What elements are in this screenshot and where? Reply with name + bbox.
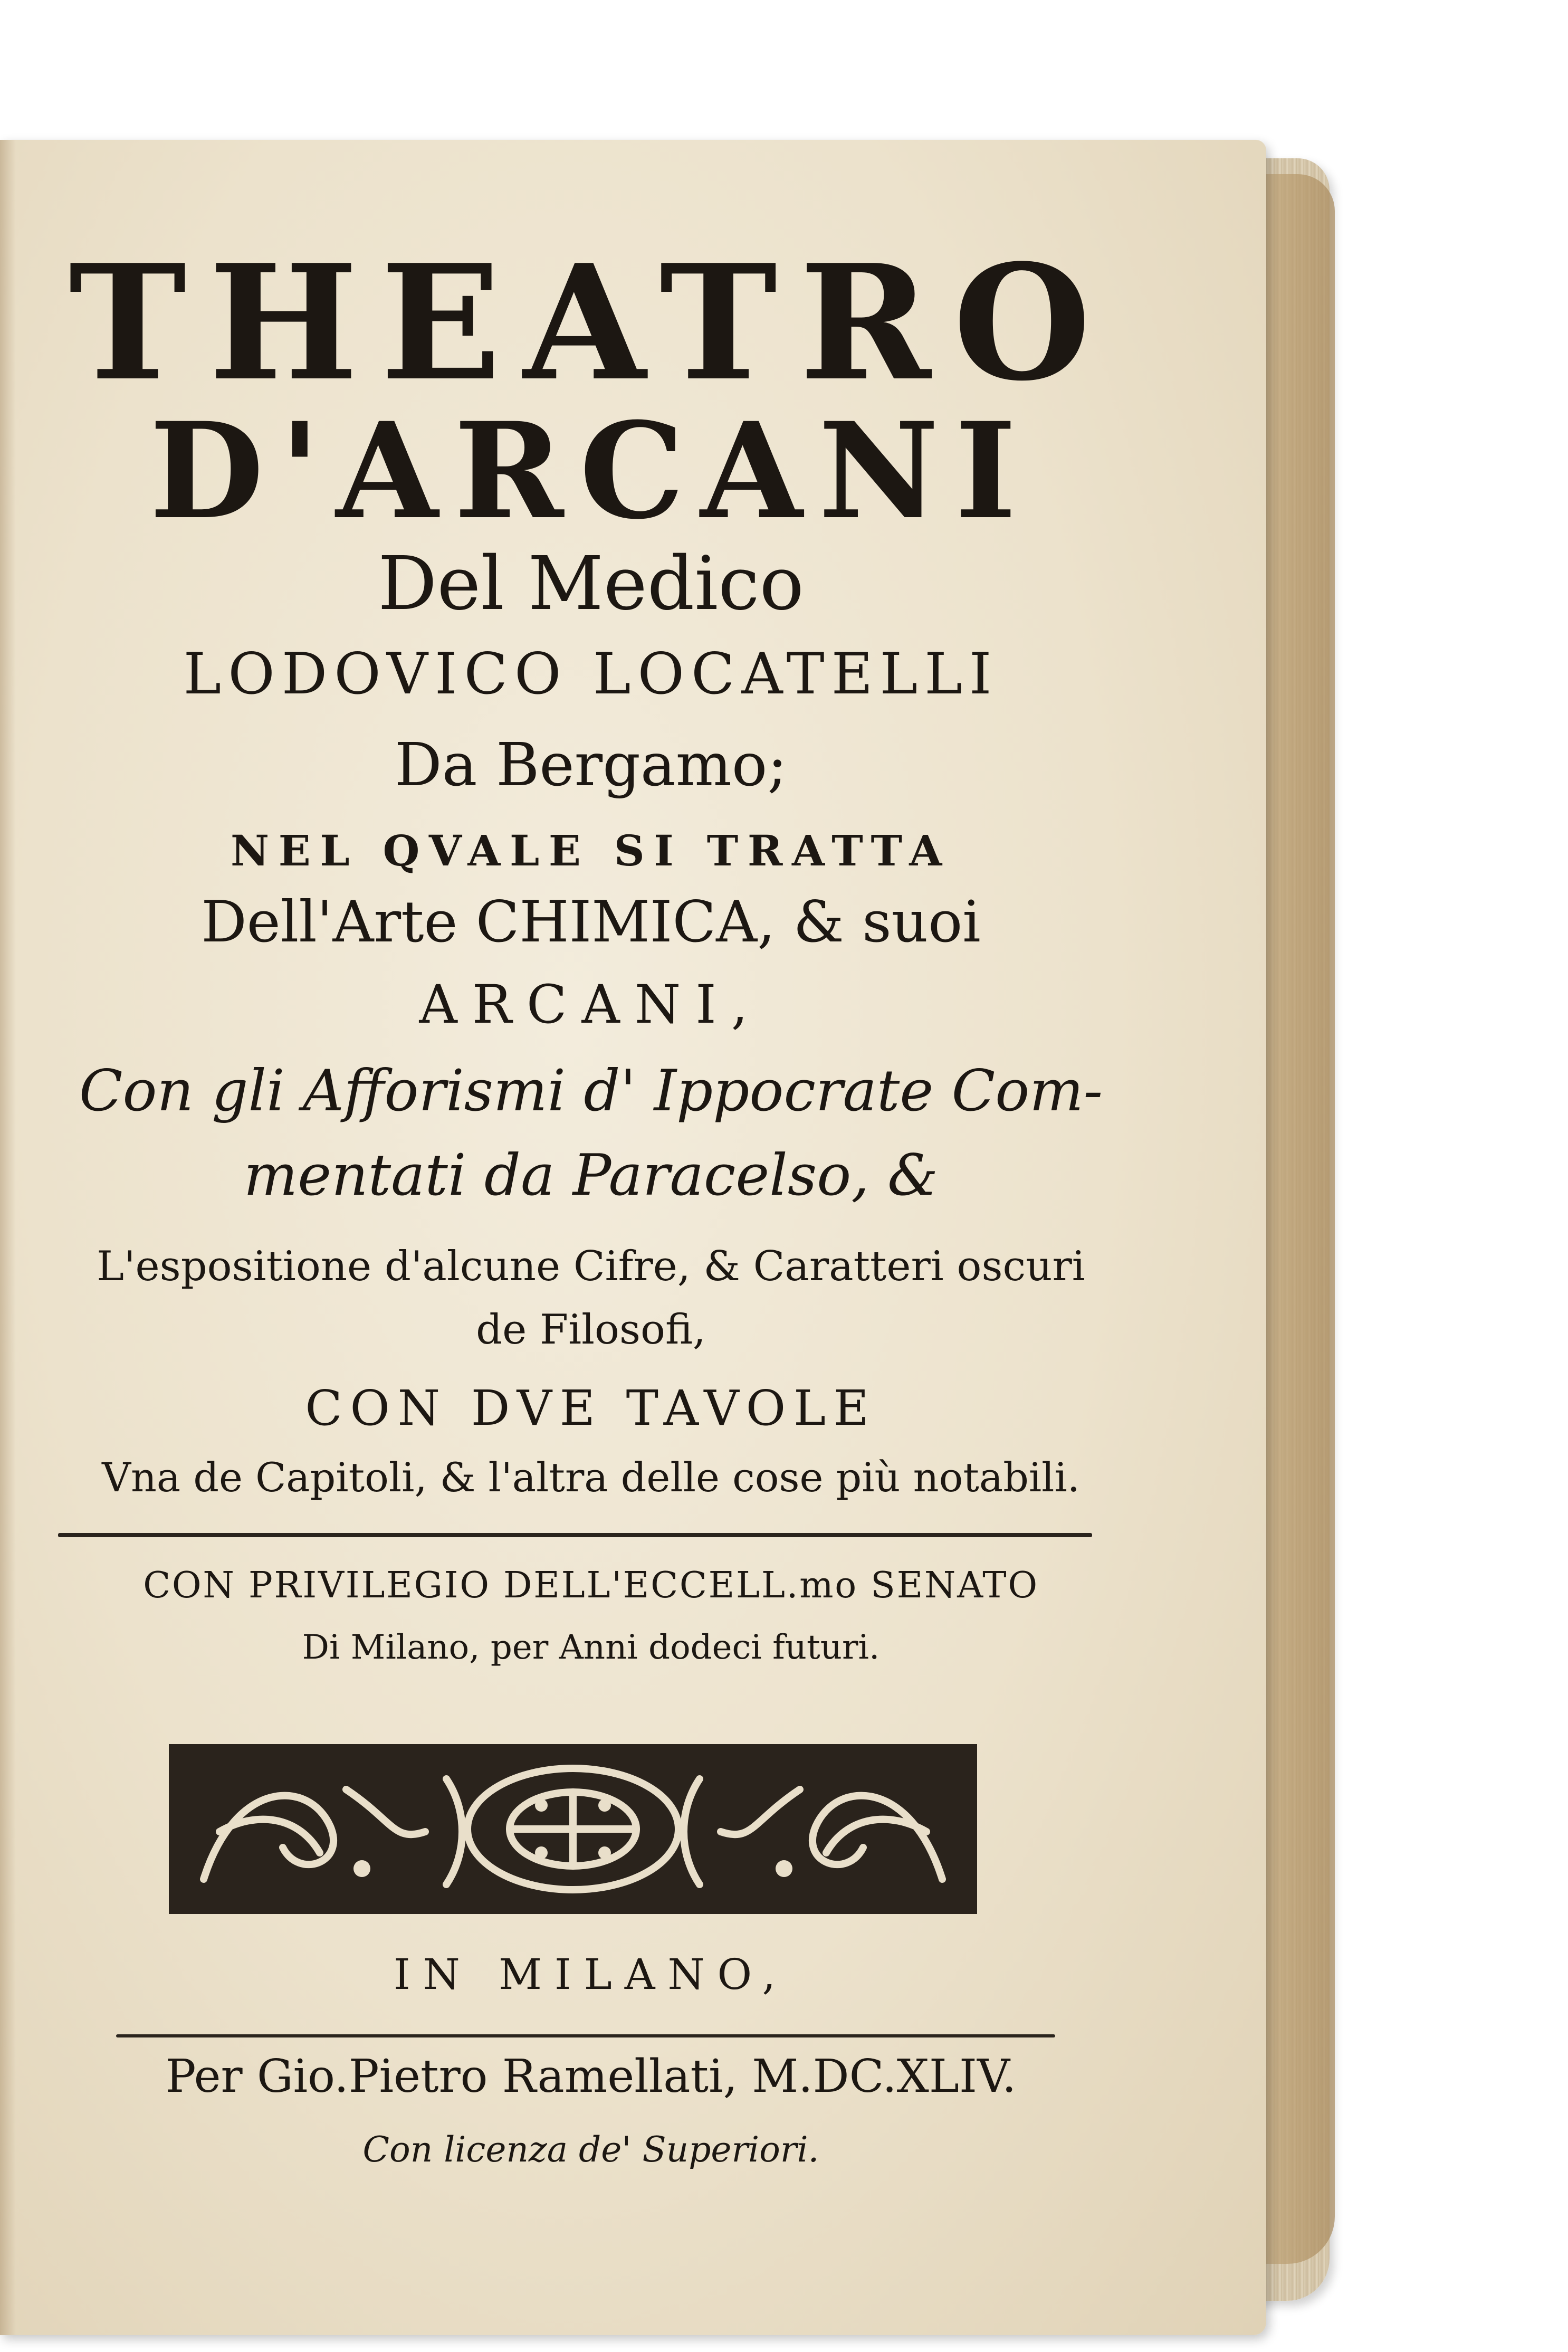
- title-page: [0, 140, 1266, 2335]
- subtitle-del-medico: Del Medico: [378, 541, 804, 627]
- place-milano: IN MILANO,: [394, 1950, 788, 1999]
- privilegio-line-1: CON PRIVILEGIO DELL'ECCELL.mo SENATO: [143, 1565, 1039, 1606]
- title-line-1: THEATRO: [69, 230, 1113, 416]
- espositione-line-1: L'espositione d'alcune Cifre, & Caratteri oscuri: [97, 1243, 1085, 1290]
- espositione-line-2: de Filosofi,: [476, 1306, 706, 1354]
- nel-quale-line: NEL QVALE SI TRATTA: [231, 826, 951, 875]
- title-line-2: D'ARCANI: [149, 393, 1032, 548]
- author-name: LODOVICO LOCATELLI: [183, 641, 999, 707]
- rule-bottom: [116, 2034, 1055, 2037]
- arte-chimica-line: Dell'Arte CHIMICA, & suoi: [201, 889, 981, 955]
- tavole-detail: Vna de Capitoli, & l'altra delle cose più notabili.: [102, 1454, 1080, 1501]
- arcani-line: ARCANI,: [419, 974, 763, 1035]
- printer-line: Per Gio.Pietro Ramellati, M.DC.XLIV.: [165, 2050, 1017, 2103]
- rule-top: [58, 1533, 1092, 1537]
- afforismi-line-2: mentati da Paracelso, &: [243, 1142, 939, 1208]
- woodcut-ornament: [169, 1744, 977, 1914]
- licenza-line: Con licenza de' Superiori.: [362, 2129, 819, 2170]
- privilegio-line-2: Di Milano, per Anni dodeci futuri.: [302, 1628, 880, 1667]
- author-origin: Da Bergamo;: [394, 731, 788, 799]
- afforismi-line-1: Con gli Afforismi d' Ippocrate Com-: [79, 1058, 1103, 1124]
- tavole-heading: CON DVE TAVOLE: [305, 1380, 877, 1436]
